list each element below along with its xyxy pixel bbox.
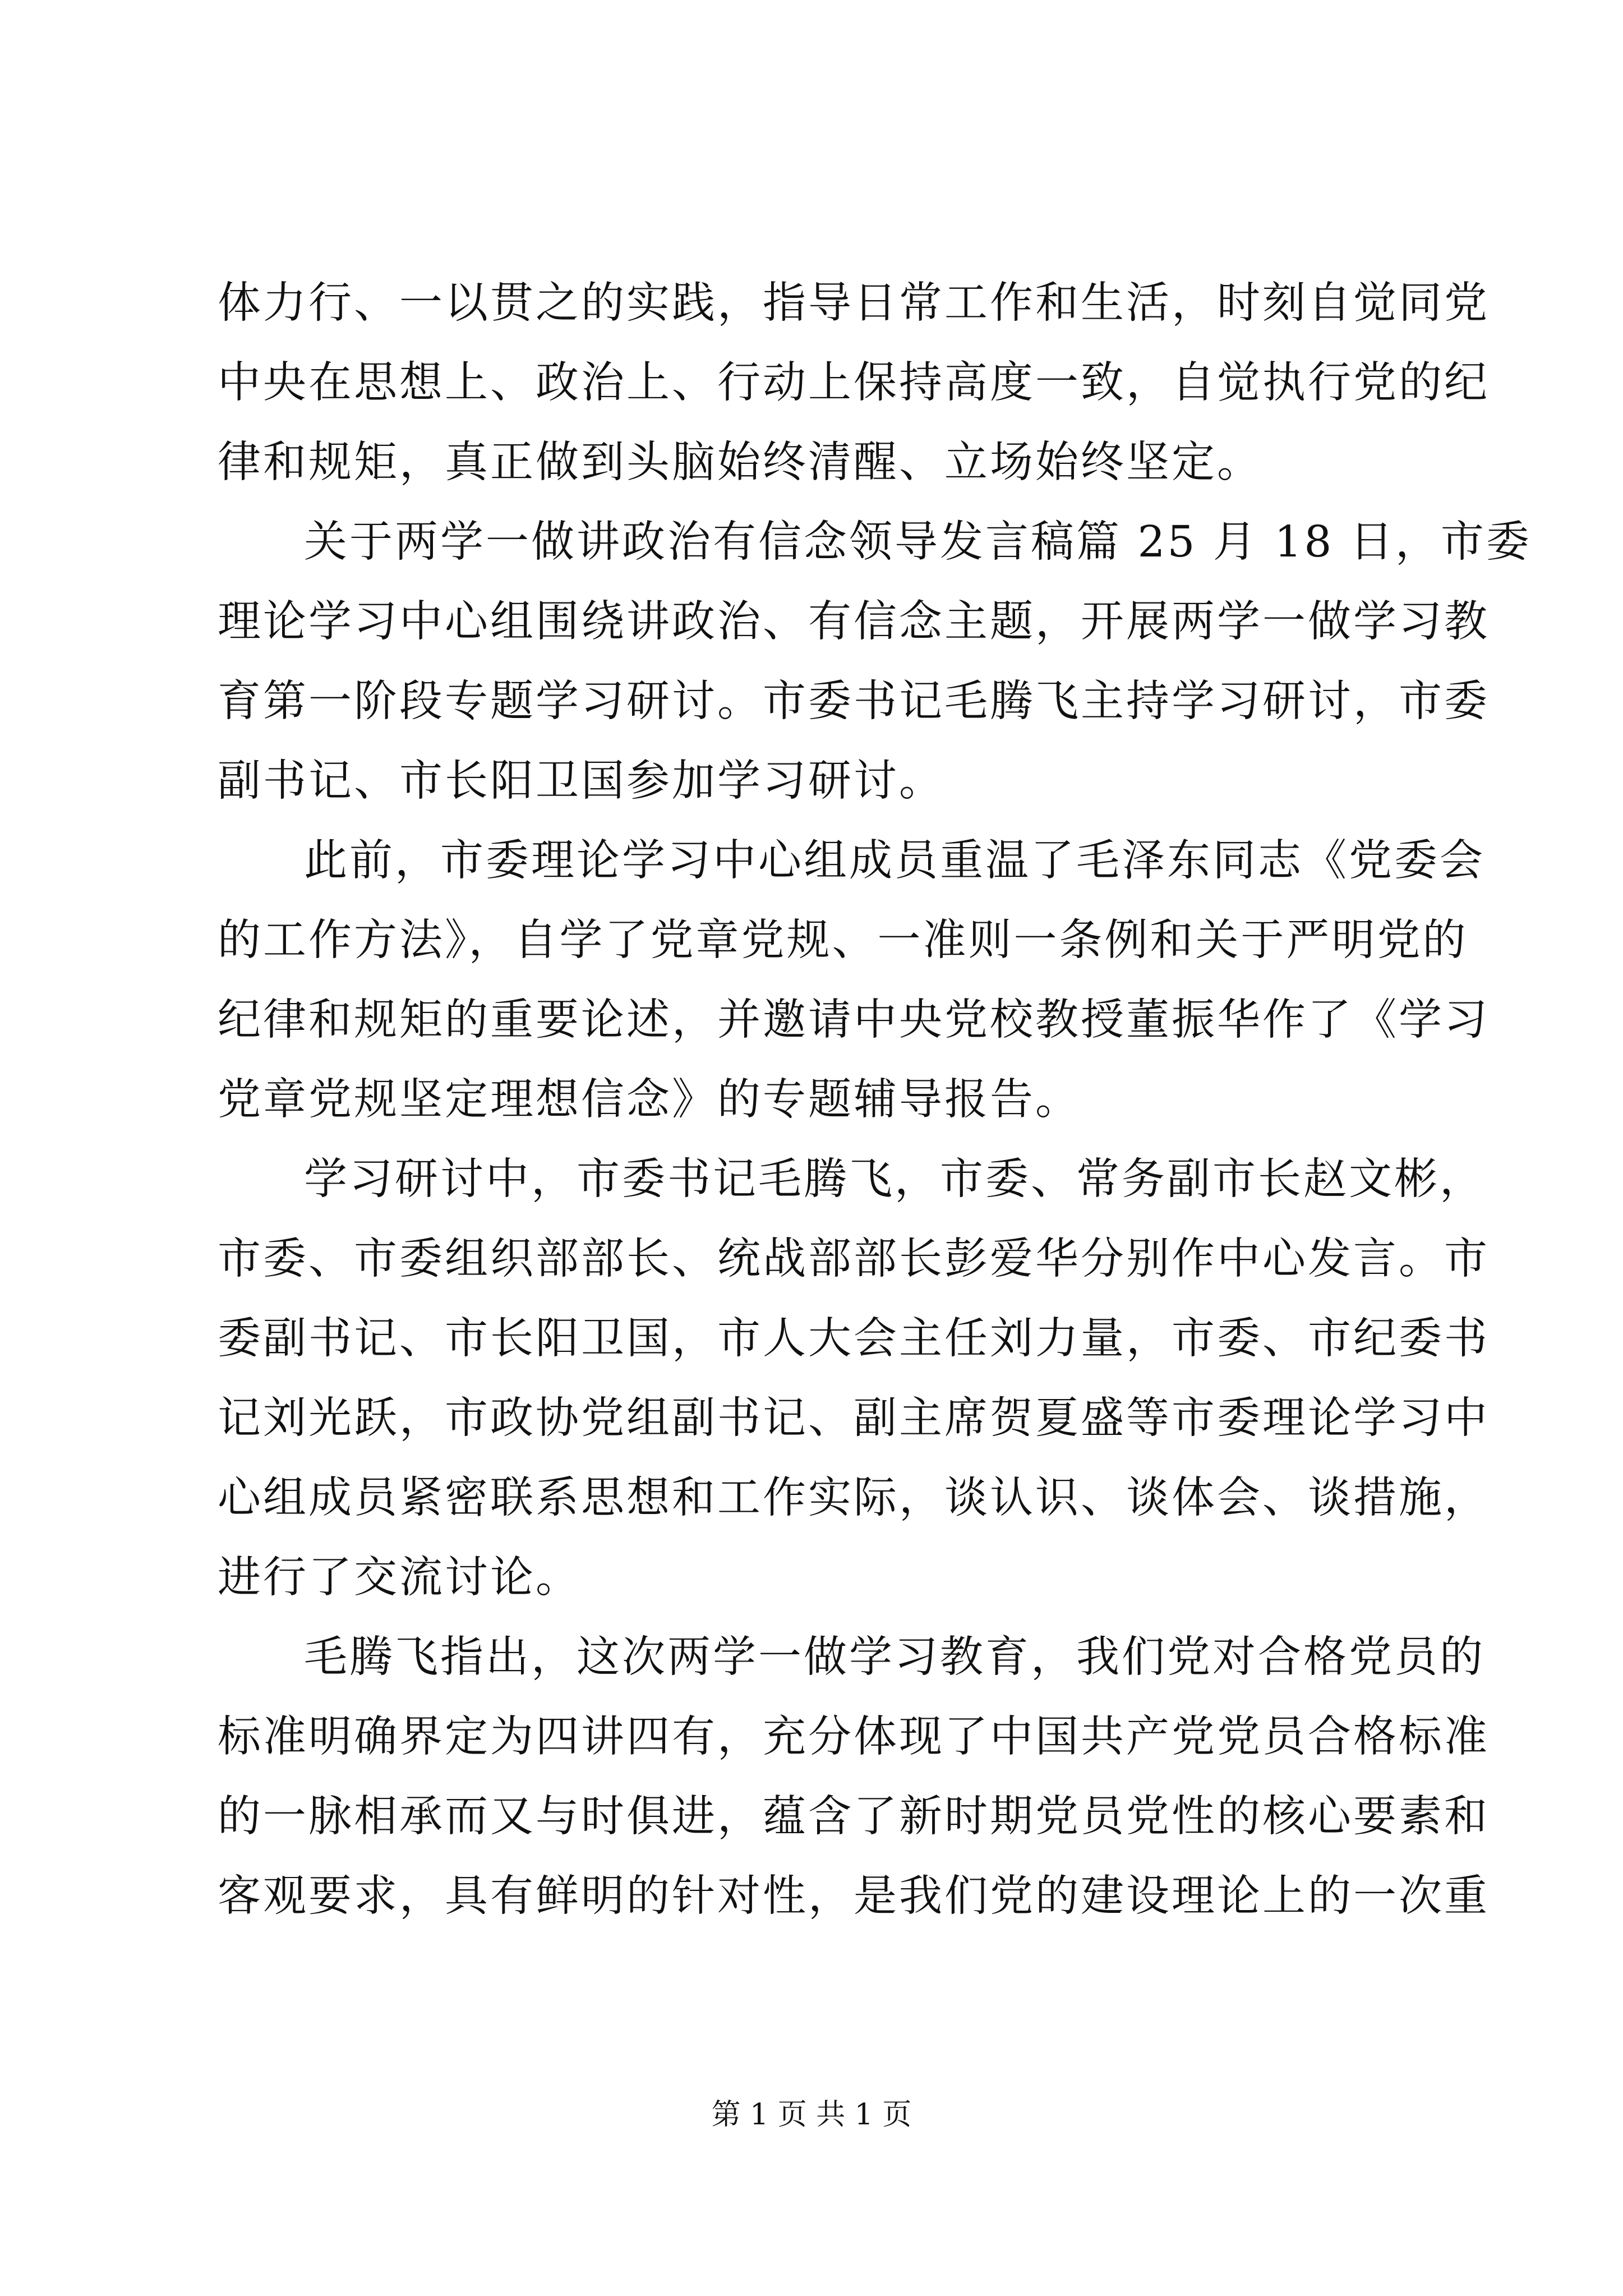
text-line: 市委、市委组织部部长、统战部部长彭爱华分别作中心发言。市	[218, 1234, 1490, 1284]
text-line: 标准明确界定为四讲四有，充分体现了中国共产党党员合格标准	[218, 1712, 1490, 1762]
text-line: 纪律和规矩的重要论述，并邀请中央党校教授董振华作了《学习	[218, 995, 1490, 1045]
text-line: 进行了交流讨论。	[218, 1553, 581, 1603]
text-line: 党章党规坚定理想信念》的专题辅导报告。	[218, 1075, 1081, 1125]
text-line: 育第一阶段专题学习研讨。市委书记毛腾飞主持学习研讨，市委	[218, 677, 1490, 726]
text-line: 中央在思想上、政治上、行动上保持高度一致，自觉执行党的纪	[218, 358, 1490, 408]
text-line: 的一脉相承而又与时俱进，蕴含了新时期党员党性的核心要素和	[218, 1792, 1490, 1842]
paragraph-first-line: 学习研讨中，市委书记毛腾飞，市委、常务副市长赵文彬，	[304, 1154, 1485, 1204]
page-footer: 第 1 页 共 1 页	[711, 2098, 912, 2132]
document-body	[218, 264, 1532, 1936]
text-line: 客观要求，具有鲜明的针对性，是我们党的建设理论上的一次重	[218, 1871, 1490, 1921]
paragraph-first-line: 关于两学一做讲政治有信念领导发言稿篇 25 月 18 日，市委	[304, 517, 1532, 567]
paragraph-first-line: 此前，市委理论学习中心组成员重温了毛泽东同志《党委会	[304, 836, 1485, 886]
text-line: 委副书记、市长阳卫国，市人大会主任刘力量，市委、市纪委书	[218, 1314, 1490, 1364]
text-line: 理论学习中心组围绕讲政治、有信念主题，开展两学一做学习教	[218, 597, 1490, 647]
text-line: 的工作方法》，自学了党章党规、一准则一条例和关于严明党的	[218, 915, 1468, 965]
paragraph-first-line: 毛腾飞指出，这次两学一做学习教育，我们党对合格党员的	[304, 1632, 1485, 1682]
text-line: 副书记、市长阳卫国参加学习研讨。	[218, 756, 944, 806]
text-line: 律和规矩，真正做到头脑始终清醒、立场始终坚定。	[218, 438, 1262, 487]
text-line: 记刘光跃，市政协党组副书记、副主席贺夏盛等市委理论学习中	[218, 1393, 1490, 1443]
text-line: 体力行、一以贯之的实践，指导日常工作和生活，时刻自觉同党	[218, 278, 1490, 328]
text-line: 心组成员紧密联系思想和工作实际，谈认识、谈体会、谈措施，	[218, 1473, 1490, 1523]
